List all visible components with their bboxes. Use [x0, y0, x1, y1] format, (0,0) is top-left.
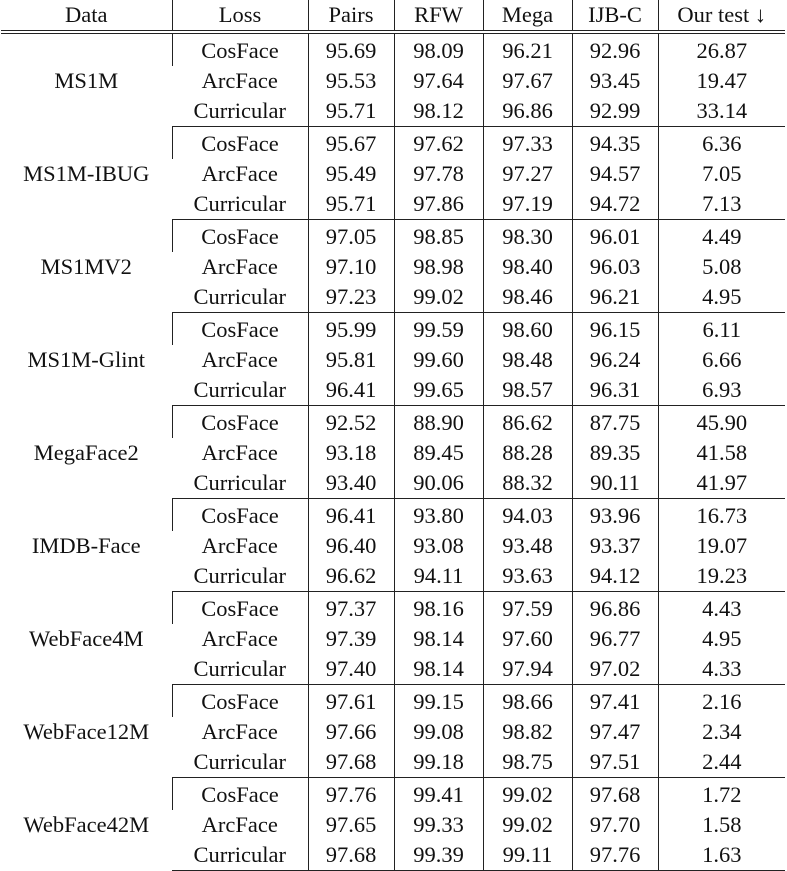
- ijbc-cell: 89.35: [572, 438, 658, 468]
- loss-cell: ArcFace: [201, 718, 278, 744]
- ijbc-cell: 94.72: [572, 189, 658, 220]
- pairs-cell: 95.53: [308, 66, 394, 96]
- mega-cell: 97.60: [483, 624, 572, 654]
- our-test-cell: 2.34: [658, 717, 785, 747]
- table-body: [1, 32, 785, 871]
- ijbc-cell: 93.37: [572, 531, 658, 561]
- our-test-cell: 4.95: [658, 624, 785, 654]
- pairs-cell: 97.65: [308, 810, 394, 840]
- pairs-cell: 95.71: [308, 96, 394, 127]
- loss-cell: Curricular: [172, 561, 308, 592]
- dataset-name-cell: WebFace4M: [29, 625, 144, 651]
- loss-cell: Curricular: [172, 468, 308, 499]
- rfw-cell: 99.60: [394, 345, 483, 375]
- loss-cell: Curricular: [172, 189, 308, 220]
- loss-cell: CosFace: [172, 220, 308, 253]
- rfw-cell: 89.45: [394, 438, 483, 468]
- loss-cell: Curricular: [172, 96, 308, 127]
- ijbc-cell: 90.11: [572, 468, 658, 499]
- table-row: [1, 778, 785, 811]
- mega-cell: 99.11: [483, 840, 572, 871]
- pairs-cell: 97.23: [308, 282, 394, 313]
- ijbc-cell: 96.31: [572, 375, 658, 406]
- dataset-name-cell: IMDB-Face: [31, 532, 141, 558]
- ijbc-cell: 97.68: [572, 778, 658, 811]
- header-ijbc: IJB-C: [572, 0, 658, 32]
- our-test-cell: 6.66: [658, 345, 785, 375]
- pairs-cell: 93.40: [308, 468, 394, 499]
- pairs-cell: 92.52: [308, 406, 394, 439]
- loss-cell: ArcFace: [201, 439, 278, 465]
- our-test-cell: 19.23: [658, 561, 785, 592]
- loss-cell: CosFace: [172, 313, 308, 346]
- loss-cell: Curricular: [172, 840, 308, 871]
- dataset-name-cell: MS1MV2: [40, 253, 132, 279]
- rfw-cell: 98.16: [394, 592, 483, 625]
- mega-cell: 97.27: [483, 159, 572, 189]
- mega-cell: 98.60: [483, 313, 572, 346]
- loss-cell: ArcFace: [201, 67, 278, 93]
- pairs-cell: 97.40: [308, 654, 394, 685]
- loss-cell: Curricular: [172, 654, 308, 685]
- rfw-cell: 93.08: [394, 531, 483, 561]
- our-test-cell: 6.11: [658, 313, 785, 346]
- dataset-name-cell: MS1M-IBUG: [23, 160, 150, 186]
- header-our-test: Our test ↓: [658, 0, 785, 32]
- mega-cell: 98.30: [483, 220, 572, 253]
- loss-cell: Curricular: [172, 747, 308, 778]
- dataset-name-cell: MegaFace2: [33, 439, 139, 465]
- our-test-cell: 6.36: [658, 127, 785, 160]
- mega-cell: 98.82: [483, 717, 572, 747]
- our-test-cell: 2.44: [658, 747, 785, 778]
- ijbc-cell: 97.47: [572, 717, 658, 747]
- our-test-cell: 7.05: [658, 159, 785, 189]
- mega-cell: 86.62: [483, 406, 572, 439]
- rfw-cell: 98.12: [394, 96, 483, 127]
- our-test-cell: 6.93: [658, 375, 785, 406]
- pairs-cell: 97.05: [308, 220, 394, 253]
- rfw-cell: 99.59: [394, 313, 483, 346]
- mega-cell: 97.33: [483, 127, 572, 160]
- pairs-cell: 96.62: [308, 561, 394, 592]
- loss-cell: Curricular: [172, 282, 308, 313]
- dataset-name-cell: WebFace12M: [23, 718, 150, 744]
- ijbc-cell: 97.51: [572, 747, 658, 778]
- loss-cell: CosFace: [172, 499, 308, 532]
- rfw-cell: 99.18: [394, 747, 483, 778]
- mega-cell: 93.48: [483, 531, 572, 561]
- our-test-cell: 1.63: [658, 840, 785, 871]
- ijbc-cell: 96.21: [572, 282, 658, 313]
- rfw-cell: 98.14: [394, 624, 483, 654]
- dataset-name-cell: MS1M: [54, 68, 119, 93]
- rfw-cell: 97.62: [394, 127, 483, 160]
- ijbc-cell: 96.15: [572, 313, 658, 346]
- loss-cell: ArcFace: [201, 625, 278, 651]
- rfw-cell: 98.09: [394, 32, 483, 66]
- header-pairs: Pairs: [308, 0, 394, 32]
- rfw-cell: 99.39: [394, 840, 483, 871]
- our-test-cell: 7.13: [658, 189, 785, 220]
- rfw-cell: 97.64: [394, 66, 483, 96]
- mega-cell: 88.28: [483, 438, 572, 468]
- table-row: [1, 127, 785, 160]
- ijbc-cell: 94.12: [572, 561, 658, 592]
- ijbc-cell: 92.99: [572, 96, 658, 127]
- mega-cell: 94.03: [483, 499, 572, 532]
- pairs-cell: 95.49: [308, 159, 394, 189]
- mega-cell: 88.32: [483, 468, 572, 499]
- pairs-cell: 97.61: [308, 685, 394, 718]
- rfw-cell: 99.08: [394, 717, 483, 747]
- pairs-cell: 97.39: [308, 624, 394, 654]
- mega-cell: 98.75: [483, 747, 572, 778]
- rfw-cell: 99.41: [394, 778, 483, 811]
- mega-cell: 97.94: [483, 654, 572, 685]
- loss-cell: ArcFace: [201, 532, 278, 558]
- ijbc-cell: 96.03: [572, 252, 658, 282]
- pairs-cell: 93.18: [308, 438, 394, 468]
- pairs-cell: 97.10: [308, 252, 394, 282]
- results-table: [1, 0, 785, 871]
- table-row: [1, 406, 785, 439]
- our-test-cell: 4.33: [658, 654, 785, 685]
- mega-cell: 98.66: [483, 685, 572, 718]
- header-rfw: RFW: [394, 0, 483, 32]
- table-row: [1, 499, 785, 532]
- mega-cell: 97.67: [483, 66, 572, 96]
- loss-cell: Curricular: [172, 375, 308, 406]
- ijbc-cell: 97.02: [572, 654, 658, 685]
- table-row: [1, 220, 785, 253]
- pairs-cell: 95.69: [308, 32, 394, 66]
- loss-cell: CosFace: [172, 32, 308, 66]
- loss-cell: CosFace: [172, 592, 308, 625]
- ijbc-cell: 96.24: [572, 345, 658, 375]
- mega-cell: 96.21: [483, 32, 572, 66]
- pairs-cell: 97.68: [308, 840, 394, 871]
- header-data: Data: [1, 0, 172, 32]
- table-row: [1, 313, 785, 346]
- pairs-cell: 95.99: [308, 313, 394, 346]
- loss-cell: ArcFace: [201, 253, 278, 279]
- rfw-cell: 94.11: [394, 561, 483, 592]
- our-test-cell: 26.87: [658, 32, 785, 66]
- dataset-name-cell: MS1M-Glint: [27, 346, 146, 372]
- ijbc-cell: 93.96: [572, 499, 658, 532]
- loss-cell: CosFace: [172, 685, 308, 718]
- our-test-cell: 33.14: [658, 96, 785, 127]
- our-test-cell: 41.97: [658, 468, 785, 499]
- table-row: [1, 592, 785, 625]
- our-test-cell: 4.95: [658, 282, 785, 313]
- ijbc-cell: 96.01: [572, 220, 658, 253]
- loss-cell: ArcFace: [201, 811, 278, 837]
- header-loss: Loss: [172, 0, 308, 32]
- mega-cell: 93.63: [483, 561, 572, 592]
- our-test-cell: 1.58: [658, 810, 785, 840]
- mega-cell: 98.57: [483, 375, 572, 406]
- our-test-cell: 2.16: [658, 685, 785, 718]
- mega-cell: 98.48: [483, 345, 572, 375]
- table-row: [1, 32, 785, 66]
- ijbc-cell: 97.41: [572, 685, 658, 718]
- mega-cell: 97.19: [483, 189, 572, 220]
- our-test-cell: 4.43: [658, 592, 785, 625]
- loss-cell: ArcFace: [201, 346, 278, 372]
- rfw-cell: 88.90: [394, 406, 483, 439]
- pairs-cell: 97.76: [308, 778, 394, 811]
- loss-cell: CosFace: [172, 406, 308, 439]
- pairs-cell: 96.41: [308, 375, 394, 406]
- mega-cell: 98.40: [483, 252, 572, 282]
- our-test-cell: 16.73: [658, 499, 785, 532]
- pairs-cell: 95.67: [308, 127, 394, 160]
- mega-cell: 99.02: [483, 778, 572, 811]
- our-test-cell: 41.58: [658, 438, 785, 468]
- our-test-cell: 45.90: [658, 406, 785, 439]
- our-test-cell: 19.07: [658, 531, 785, 561]
- pairs-cell: 96.41: [308, 499, 394, 532]
- pairs-cell: 97.66: [308, 717, 394, 747]
- our-test-cell: 1.72: [658, 778, 785, 811]
- our-test-cell: 4.49: [658, 220, 785, 253]
- rfw-cell: 99.15: [394, 685, 483, 718]
- mega-cell: 98.46: [483, 282, 572, 313]
- rfw-cell: 98.98: [394, 252, 483, 282]
- dataset-name-cell: WebFace42M: [23, 811, 150, 837]
- rfw-cell: 97.78: [394, 159, 483, 189]
- rfw-cell: 93.80: [394, 499, 483, 532]
- ijbc-cell: 93.45: [572, 66, 658, 96]
- our-test-cell: 5.08: [658, 252, 785, 282]
- rfw-cell: 99.02: [394, 282, 483, 313]
- pairs-cell: 95.71: [308, 189, 394, 220]
- rfw-cell: 98.14: [394, 654, 483, 685]
- rfw-cell: 90.06: [394, 468, 483, 499]
- loss-cell: CosFace: [172, 127, 308, 160]
- ijbc-cell: 87.75: [572, 406, 658, 439]
- pairs-cell: 96.40: [308, 531, 394, 561]
- rfw-cell: 97.86: [394, 189, 483, 220]
- ijbc-cell: 94.35: [572, 127, 658, 160]
- ijbc-cell: 96.86: [572, 592, 658, 625]
- pairs-cell: 97.37: [308, 592, 394, 625]
- header-row: [1, 0, 785, 32]
- table-row: [1, 685, 785, 718]
- pairs-cell: 95.81: [308, 345, 394, 375]
- mega-cell: 97.59: [483, 592, 572, 625]
- ijbc-cell: 94.57: [572, 159, 658, 189]
- loss-cell: CosFace: [172, 778, 308, 811]
- header-mega: Mega: [483, 0, 572, 32]
- ijbc-cell: 97.76: [572, 840, 658, 871]
- rfw-cell: 99.33: [394, 810, 483, 840]
- ijbc-cell: 92.96: [572, 32, 658, 66]
- rfw-cell: 98.85: [394, 220, 483, 253]
- pairs-cell: 97.68: [308, 747, 394, 778]
- mega-cell: 99.02: [483, 810, 572, 840]
- ijbc-cell: 97.70: [572, 810, 658, 840]
- mega-cell: 96.86: [483, 96, 572, 127]
- rfw-cell: 99.65: [394, 375, 483, 406]
- loss-cell: ArcFace: [201, 160, 278, 186]
- ijbc-cell: 96.77: [572, 624, 658, 654]
- our-test-cell: 19.47: [658, 66, 785, 96]
